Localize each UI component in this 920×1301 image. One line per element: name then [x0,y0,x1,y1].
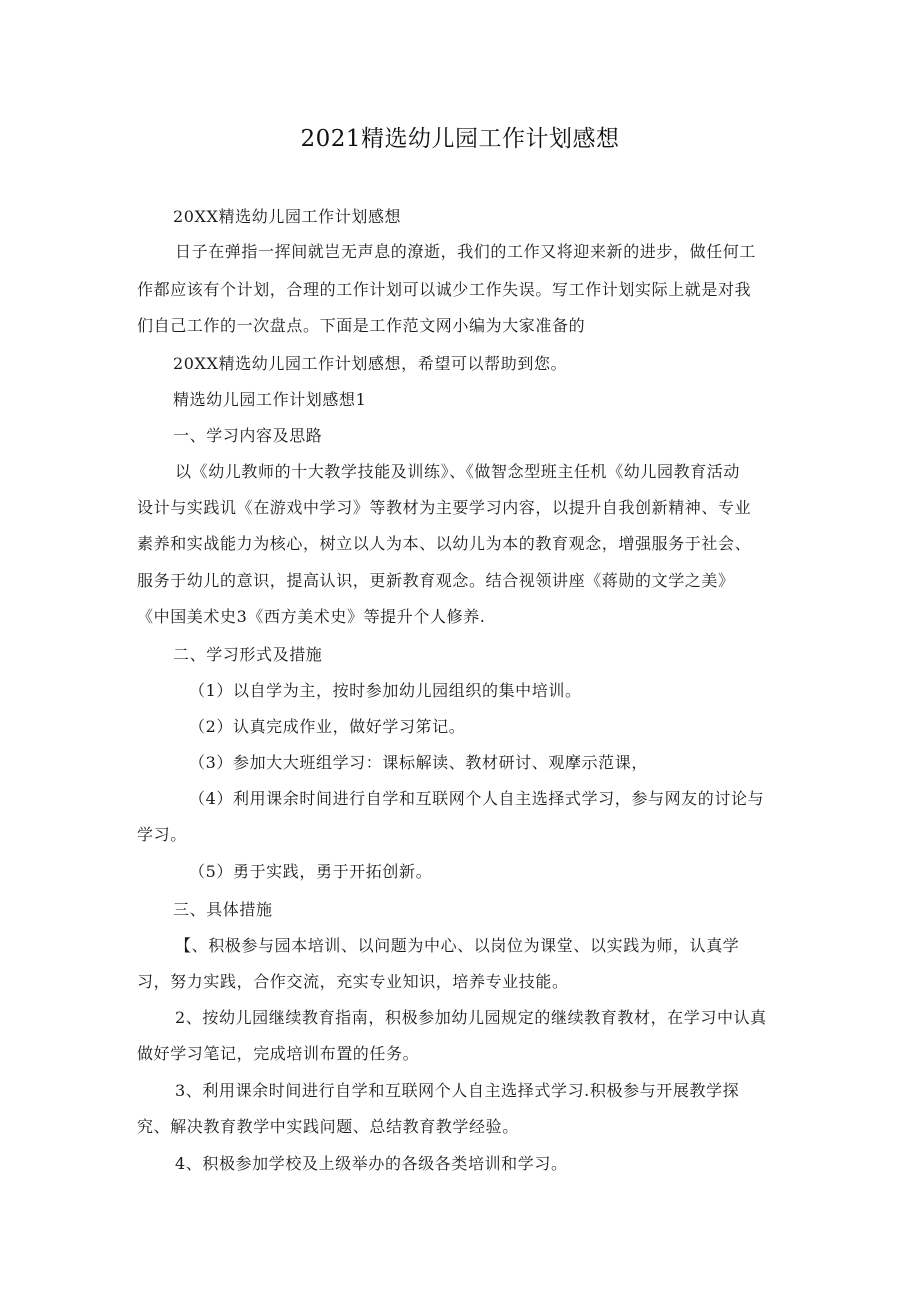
section-heading: 三、具体措施 [173,900,273,919]
text-line: 习，努力实践，合作交流，充实专业知识，培养专业技能。 [137,972,569,991]
list-item: 3、利用课余时间进行自学和互联网个人自主选择式学习.积极参与开展教学探 [175,1081,740,1100]
list-item: （2）认真完成作业，做好学习笫记。 [189,717,466,736]
section-heading: 精选幼儿园工作计划感想1 [173,390,367,409]
text-line: 素养和实战能力为核心，树立以人为本、以幼儿为本的教育观念，增强服务于社会、 [137,534,752,553]
text-line: 们自己工作的一次盘点。下面是工作范文网小编为大家准备的 [137,316,586,335]
list-item: 4、积极参加学校及上级举办的各级各类培训和学习。 [175,1154,568,1173]
list-item: （5）勇于实践，勇于开拓创新。 [189,862,433,881]
list-item: （1）以自学为主，按时参加幼儿园组织的集中培训。 [189,681,582,700]
section-heading: 一、学习内容及思路 [173,426,323,445]
text-line: 做好学习笔记，完成培训布置的任务。 [137,1044,420,1063]
section-heading: 二、学习形式及措施 [173,645,323,664]
text-line: 20XX精选幼儿园工作计划感想 [173,207,402,226]
text-line: 究、解决教育教学中实践问题、总结教育教学经验。 [137,1117,519,1136]
text-line: 作都应该有个计划，合理的工作计划可以诚少工作失误。写工作计划实际上就是对我 [137,280,752,299]
text-line: 《中国美术史3《西方美术史》等提升个人修养. [137,607,486,626]
document-title: 2021精选幼儿园工作计划感想 [300,126,620,152]
list-item: 【、积极参与园本培训、以问题为中心、以岗位为课堂、以实践为师，认真学 [175,936,740,955]
list-item: （3）参加大大班组学习：课标解读、教材研讨、观摩示范课， [189,753,648,772]
text-line: 以《幼儿教师的十大教学技能及训练》、《做智念型班主任机《幼儿园教育活动 [175,462,741,481]
text-line: 20XX精选幼儿园工作计划感想，希望可以帮助到您。 [173,354,568,373]
text-line: 日子在弹指一挥间就岂无声息的潦逝，我们的工作又将迎来新的进步，做任何工 [175,242,757,261]
list-item: 2、按幼儿园继续教育指南，积极参加幼儿园规定的继续教育教材，在学习中认真 [175,1008,767,1027]
list-item: （4）利用课余时间进行自学和互联网个人自主选择式学习，参与网友的讨论与 [189,789,765,808]
text-line: 设计与实践讥《在游戏中学习》等教材为主要学习内容，以提升自我创新精神、专业 [137,498,752,517]
text-line: 学习。 [137,825,187,844]
text-line: 服务于幼儿的意识，提高认识，更新教育观念。结合视领讲座《蒋勋的文学之美》 [137,571,735,590]
